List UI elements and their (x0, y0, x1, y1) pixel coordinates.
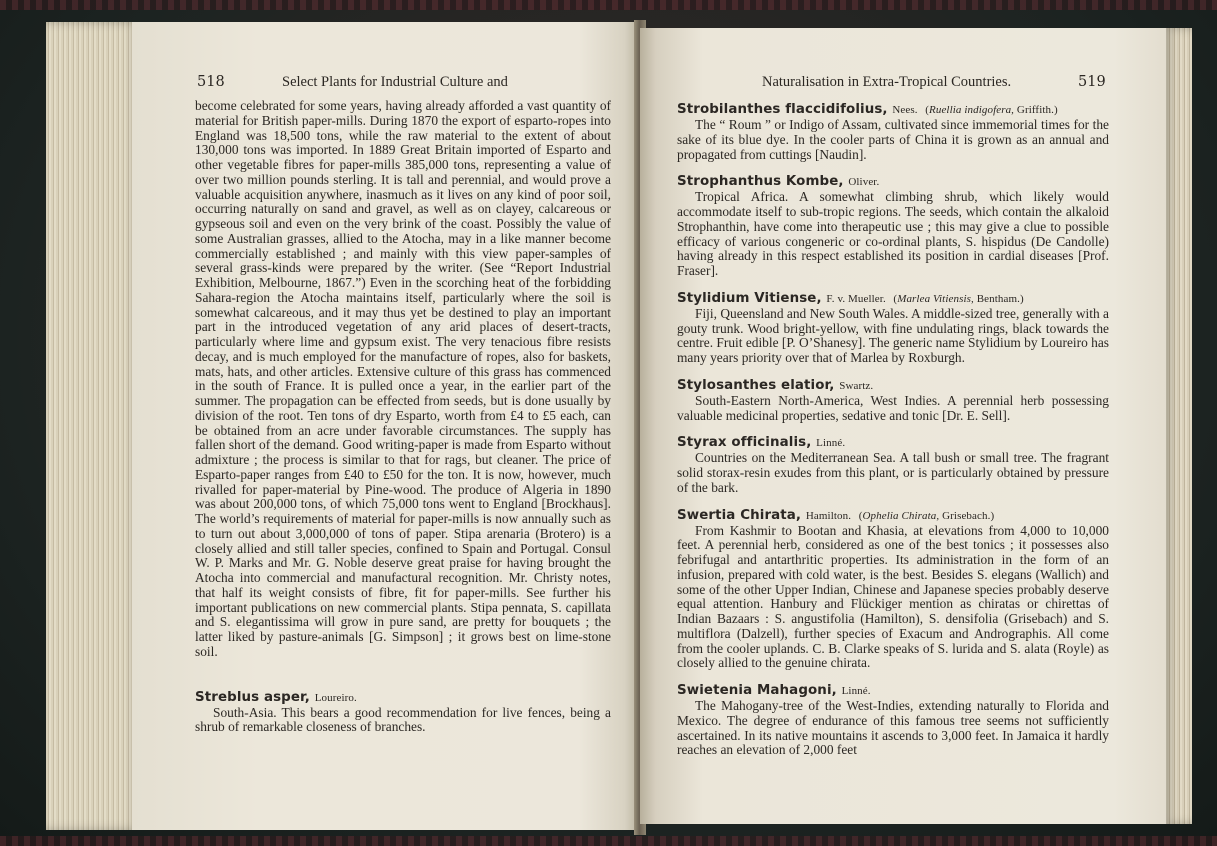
right-running-title: Naturalisation in Extra-Tropical Countries. (762, 74, 1012, 90)
left-body (195, 99, 611, 747)
page-stack-right (1162, 28, 1192, 824)
entry-strobilanthes (677, 102, 1109, 162)
entry-heading: Stylidium Vitiense, F. v. Mueller. (Marlea Vitiensis, Bentham.) (677, 290, 1024, 306)
entry-swietenia (677, 683, 1109, 758)
entry-text: Fiji, Queensland and New South Wales. A middle-sized tree, generally with a gouty trunk. Wood bright-yellow, with fine undulating rings, black towards the centre. Fruit edible [P. O’Shanesy]. The generic name Stylidium by Loureiro has many years priority over that of Marlea by Roxburgh. (677, 305, 1109, 365)
entry-text: Tropical Africa. A somewhat climbing shrub, which likely would accommodate itself to sub-tropic regions. The seeds, which contain the alkaloid Strophanthin, have come into therapeutic use ; this may give a clue to possible efficacy of various congeneric or co-ordinal plants, S. hispidus (De Candolle) having already in this respect established its position in cardial diseases [Prof. Fraser]. (677, 189, 1109, 278)
entry-heading: Swertia Chirata, Hamilton. (Ophelia Chirata, Grisebach.) (677, 507, 995, 523)
cloth-background-bottom (0, 836, 1217, 846)
entry-text: South-Asia. This bears a good recommendation for live fences, being a shrub of remarkable closeness of branches. (195, 704, 611, 735)
left-running-title: Select Plants for Industrial Culture and (282, 74, 508, 90)
entry-text: From Kashmir to Bootan and Khasia, at elevations from 4,000 to 10,000 feet. A perennial herb, considered as one of the best tonics ; it possesses also febrifugal and antarthritic properties. Its administration in the form of an infusion, prepared with cold water, is the best. Besides S. elegans (Wallich) and some of the other Upper Indian, Chinese and Japanese species probably deserve equal attention. Hanbury and Flückiger mention as chiratas or chirettas of Indian Bazaars : S. angustifolia (Hamilton), S. densifolia (Grisebach) and S. multiflora (Dalzell), further species of Exacum and Andrographis. All come from the cooler uplands. C. B. Clarke speaks of S. lurida and S. alata (Royle) as closely allied to the genuine chirata. (677, 522, 1109, 671)
entry-heading: Stylosanthes elatior, Swartz. (677, 377, 874, 393)
entry-heading: Strobilanthes flaccidifolius, Nees. (Ruellia indigofera, Griffith.) (677, 102, 1058, 117)
page-stack-left (46, 22, 142, 830)
entry-stylidium (677, 291, 1109, 366)
entry-heading: Styrax officinalis, Linné. (677, 435, 846, 451)
entry-strophanthus (677, 174, 1109, 279)
right-page-number: 519 (1078, 74, 1106, 90)
entry-heading: Streblus asper, Loureiro. (195, 689, 357, 705)
entry-heading: Swietenia Mahagoni, Linné. (677, 683, 871, 698)
entry-text: The Mahogany-tree of the West-Indies, extending naturally to Florida and Mexico. The degree of endurance of this famous tree seems not sufficiently ascertained. In its native mountains it ascends to 3,000 feet. In Jamaica it hardly reaches an elevation of 2,000 feet (677, 698, 1109, 758)
left-page-number: 518 (197, 74, 225, 90)
left-page (132, 22, 640, 830)
entry-text: Countries on the Mediterranean Sea. A tall bush or small tree. The fragrant solid storax-resin exudes from this plant, or is particularly obtained by pressure of the bark. (677, 450, 1109, 495)
right-page (640, 28, 1166, 824)
right-body (677, 102, 1109, 770)
entry-stylosanthes (677, 378, 1109, 424)
entry-streblus (195, 690, 611, 736)
entry-text: South-Eastern North-America, West Indies. A perennial herb possessing valuable medicinal properties, sedative and tonic [Dr. E. Sell]. (677, 392, 1109, 423)
continuation-paragraph: become celebrated for some years, having already afforded a vast quantity of material for British paper-mills. During 1870 the export of esparto-ropes into England was 18,500 tons, while the raw material to the extent of about 130,000 tons was imported. In 1889 Great Britain imported of Esparto and other vegetable fibres for paper-mills 385,000 tons, representing a value of over two million pounds sterling. It is tall and perennial, and would prove a valuable acquisition anywhere, inasmuch as it lives on any kind of poor soil, occurring naturally on sand and gravel, as well as on clayey, calcareous or gypseous soil and even on the very brink of the coast. Possibly the value of some Australian grasses, allied to the Atocha, may in a like manner become commercially established ; and mainly with this view paper-samples of several grass-kinds were prepared by the writer. (See “Report Industrial Exhibition, Melbourne, 1867.”) Even in the scorching heat of the forbidding Sahara-region the Atocha maintains itself, particularly where the soil is somewhat calcareous, and it may thus yet be destined to play an important part in the introduced vegetation of any arid places of desert-tracts, particularly where lime and gypsum exist. The very tenacious fibre resists decay, and is much employed for the manufacture of ropes, also for baskets, mats, hats, and other articles. Extensive culture of this grass has commenced in the south of France. It is pulled once a year, in the earlier part of the summer. The propagation can be effected from seeds, but is done usually by division of the root. Ten tons of dry Esparto, worth from £4 to £5 each, can be obtained from an acre under favorable circumstances. The supply has fallen short of the demand. Good writing-paper is made from Esparto without admixture ; the process is similar to that for rags, but cleaner. The price of Esparto-paper ranges from £40 to £50 for the ton. It is now, however, much rivalled for paper-material by Pine-wood. The produce of Algeria in 1890 was about 200,000 tons, of which 75,000 tons went to England [Brockhaus]. The world’s requirements of material for paper-mills is now annually such as to turn out about 3,000,000 of tons of paper. Stipa arenaria (Brotero) is a closely allied and still taller species, confined to Spain and Portugal. Consul W. P. Marks and Mr. G. Noble deserve great praise for having brought the Atocha into commercial and manufactural recognition. Mr. Christy notes, that half its weight consists of fibre, fit for paper-mills. See further his important publications on new commercial plants. Stipa pennata, S. capillata and S. elegantissima will grow in pure sand, are pretty for bouquets ; the latter liked by pasture-animals [G. Simpson] ; it grows best on lime-stone soil. (195, 98, 611, 659)
entry-heading: Strophanthus Kombe, Oliver. (677, 174, 880, 190)
cloth-background (0, 0, 1217, 10)
entry-text: The “ Roum ” or Indigo of Assam, cultivated since immemorial times for the sake of its blue dye. In the cooler parts of China it is grown as an annual and propagated from cuttings [Naudin]. (677, 117, 1109, 162)
entry-swertia (677, 508, 1109, 672)
entry-styrax (677, 435, 1109, 495)
